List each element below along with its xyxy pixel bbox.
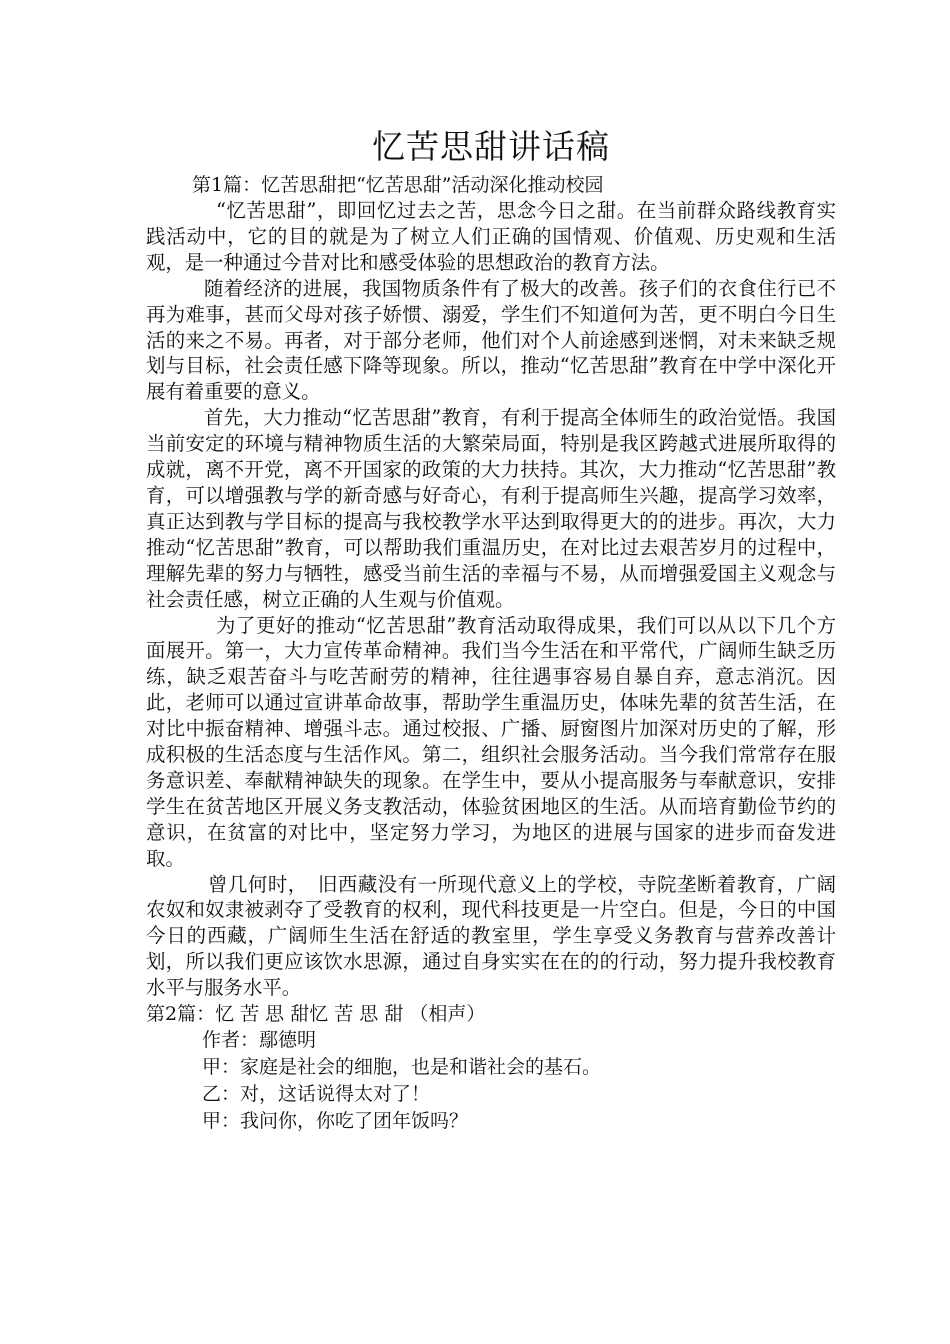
part1-heading: 第1篇：忆苦思甜把“忆苦思甜”活动深化推动校园 [192, 174, 604, 196]
paragraph-5: 曾几何时， 旧西藏没有一所现代意义上的学校，寺院垄断着教育，广阔农奴和奴隶被剥夺了受教育的权利，现代科技更是一片空白。但是，今日的中国今日的西藏，广阔师生生活在舒适的教室里，学生享受义务教育与营养改善计划，所以我们更应该饮水思源，通过自身实实在在的的行动，努力提升我校教育水平与服务水平。 [146, 872, 836, 1000]
document-title: 忆苦思甜讲话稿 [372, 127, 610, 166]
dialogue-line-1: 甲：家庭是社会的细胞，也是和谐社会的基石。 [202, 1056, 602, 1079]
paragraph-1: “忆苦思甜”，即回忆过去之苦，思念今日之甜。在当前群众路线教育实践活动中，它的目的就是为了树立人们正确的国情观、价值观、历史观和生活观，是一种通过今昔对比和感受体验的思想政治的教育方法。 [146, 199, 836, 274]
paragraph-4: 为了更好的推动“忆苦思甜”教育活动取得成果，我们可以从以下几个方面展开。第一，大力宣传革命精神。我们当今生活在和平常代，广阔师生缺乏历练，缺乏艰苦奋斗与吃苦耐劳的精神，往往遇事容易自暴自弃，意志消沉。因此，老师可以通过宣讲革命故事，帮助学生重温历史，体味先辈的贫苦生活，在对比中振奋精神、增强斗志。通过校报、广播、厨窗图片加深对历史的了解，形成积极的生活态度与生活作风。第二，组织社会服务活动。当今我们常常存在服务意识差、奉献精神缺失的现象。在学生中，要从小提高服务与奉献意识，安排学生在贫苦地区开展义务支教活动，体验贫困地区的生活。从而培育勤俭节约的意识，在贫富的对比中，坚定努力学习，为地区的进展与国家的进步而奋发进取。 [146, 613, 836, 870]
paragraph-3: 首先，大力推动“忆苦思甜”教育，有利于提高全体师生的政治觉悟。我国当前安定的环境与精神物质生活的大繁荣局面，特别是我区跨越式进展所取得的成就，离不开党，离不开国家的政策的大力扶持。其次，大力推动“忆苦思甜”教育，可以增强教与学的新奇感与好奇心，有利于提高师生兴趣，提高学习效率，真正达到教与学目标的提高与我校教学水平达到取得更大的的进步。再次，大力推动“忆苦思甜”教育，可以帮助我们重温历史，在对比过去艰苦岁月的过程中，理解先辈的努力与牺牲，感受当前生活的幸福与不易，从而增强爱国主义观念与社会责任感，树立正确的人生观与价值观。 [146, 406, 836, 611]
document-page [146, 122, 836, 1135]
part2-heading: 第2篇：忆 苦 思 甜忆 苦 思 甜 （相声） [146, 1003, 486, 1026]
author-line: 作者：鄢德明 [202, 1029, 317, 1052]
paragraph-2: 随着经济的进展，我国物质条件有了极大的改善。孩子们的衣食住行已不再为难事，甚而父母对孩子娇惯、溺爱，学生们不知道何为苦，更不明白今日生活的来之不易。再者，对于部分老师，他们对个人前途感到迷惘，对未来缺乏规划与目标，社会责任感下降等现象。所以，推动“忆苦思甜”教育在中学中深化开展有着重要的意义。 [146, 276, 836, 404]
dialogue-line-3: 甲：我问你，你吃了团年饭吗？ [202, 1110, 469, 1133]
dialogue-line-2: 乙：对，这话说得太对了！ [202, 1083, 431, 1106]
